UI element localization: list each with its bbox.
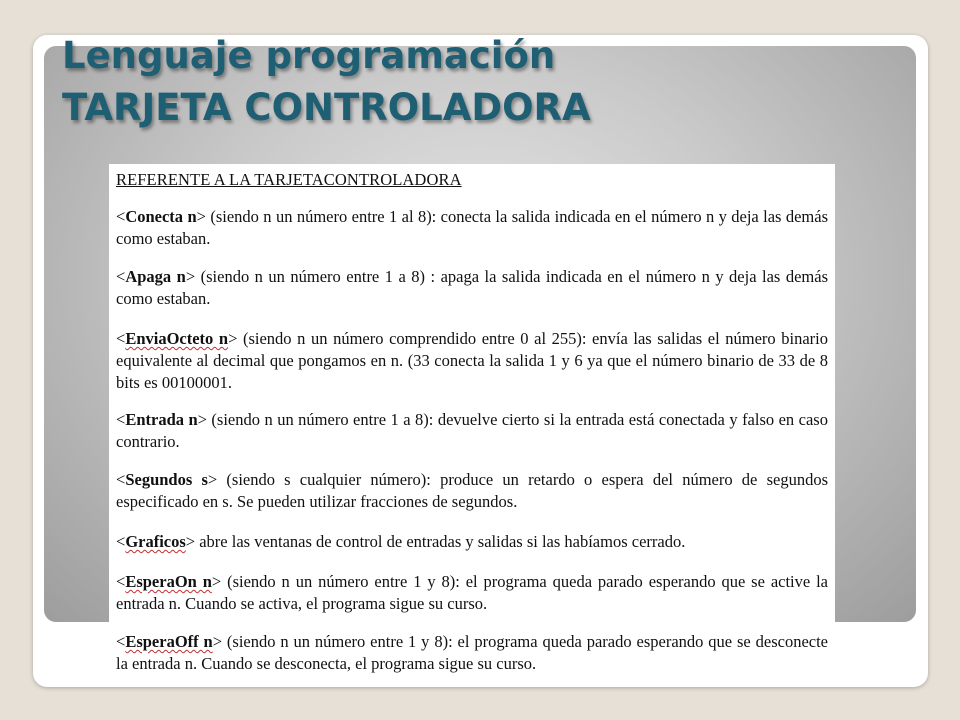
slide-title-line1: Lenguaje programación <box>62 34 556 77</box>
command-entry-esperaon: <EsperaOn n> (siendo n un número entre 1 y 8): el programa queda parado esperando que se active la entrada n. Cuando se activa, el programa sigue su curso. <box>116 572 828 613</box>
command-name: Conecta n <box>125 207 197 226</box>
document-heading: REFERENTE A LA TARJETACONTROLADORA <box>116 170 462 189</box>
command-description: (siendo n un número entre 1 y 8): el programa queda parado esperando que se desconecte la entrada n. Cuando se desconecta, el programa sigue su curso. <box>116 632 828 673</box>
command-name: EnviaOcteto n <box>125 329 229 348</box>
command-description: (siendo s cualquier número): produce un retardo o espera del número de segundos especificado en s. Se pueden utilizar fracciones de segundos. <box>116 470 828 511</box>
command-name: Apaga n <box>125 267 186 286</box>
command-entry-conecta: <Conecta n> (siendo n un número entre 1 al 8): conecta la salida indicada en el número n y deja las demás como estaban. <box>116 207 828 248</box>
command-entry-entrada: <Entrada n> (siendo n un número entre 1 a 8): devuelve cierto si la entrada está conectada y falso en caso contrario. <box>116 410 828 451</box>
command-name: EsperaOff n <box>125 632 213 651</box>
slide-title <box>62 30 591 134</box>
command-description: (siendo n un número entre 1 y 8): el programa queda parado esperando que se active la entrada n. Cuando se activa, el programa sigue su curso. <box>116 572 828 613</box>
command-name: Entrada n <box>125 410 198 429</box>
command-entry-segundos: <Segundos s> (siendo s cualquier número): produce un retardo o espera del número de segundos especificado en s. Se pueden utilizar fracciones de segundos. <box>116 470 828 511</box>
command-name: Segundos s <box>125 470 208 489</box>
command-description: (siendo n un número entre 1 al 8): conecta la salida indicada en el número n y deja las demás como estaban. <box>116 207 828 248</box>
command-description: (siendo n un número entre 1 a 8) : apaga la salida indicada en el número n y deja las demás como estaban. <box>116 267 828 308</box>
command-name: Graficos <box>125 532 186 551</box>
command-entry-enviaocteto: <EnviaOcteto n> (siendo n un número comprendido entre 0 al 255): envía las salidas el número binario equivalente al decimal que pongamos en n. (33 conecta la salida 1 y 6 ya que el número binario de 33 de 8 bits es 00100001. <box>116 329 829 392</box>
command-description: (siendo n un número entre 1 a 8): devuelve cierto si la entrada está conectada y falso en caso contrario. <box>116 410 828 451</box>
command-entry-graficos: <Graficos> abre las ventanas de control de entradas y salidas si las habíamos cerrado. <box>116 532 686 551</box>
command-entry-esperaoff: <EsperaOff n> (siendo n un número entre 1 y 8): el programa queda parado esperando que se desconecte la entrada n. Cuando se desconecta, el programa sigue su curso. <box>116 632 828 673</box>
document-image <box>109 164 835 682</box>
slide-title-line2: TARJETA CONTROLADORA <box>62 86 591 129</box>
command-entry-apaga: <Apaga n> (siendo n un número entre 1 a 8) : apaga la salida indicada en el número n y deja las demás como estaban. <box>116 267 828 308</box>
command-description: abre las ventanas de control de entradas y salidas si las habíamos cerrado. <box>195 532 686 551</box>
command-description: (siendo n un número comprendido entre 0 al 255): envía las salidas el número binario equivalente al decimal que pongamos en n. (33 conecta la salida 1 y 6 ya que el número binario de 33 de 8 bits es 00100001. <box>116 329 829 392</box>
command-name: EsperaOn n <box>125 572 212 591</box>
